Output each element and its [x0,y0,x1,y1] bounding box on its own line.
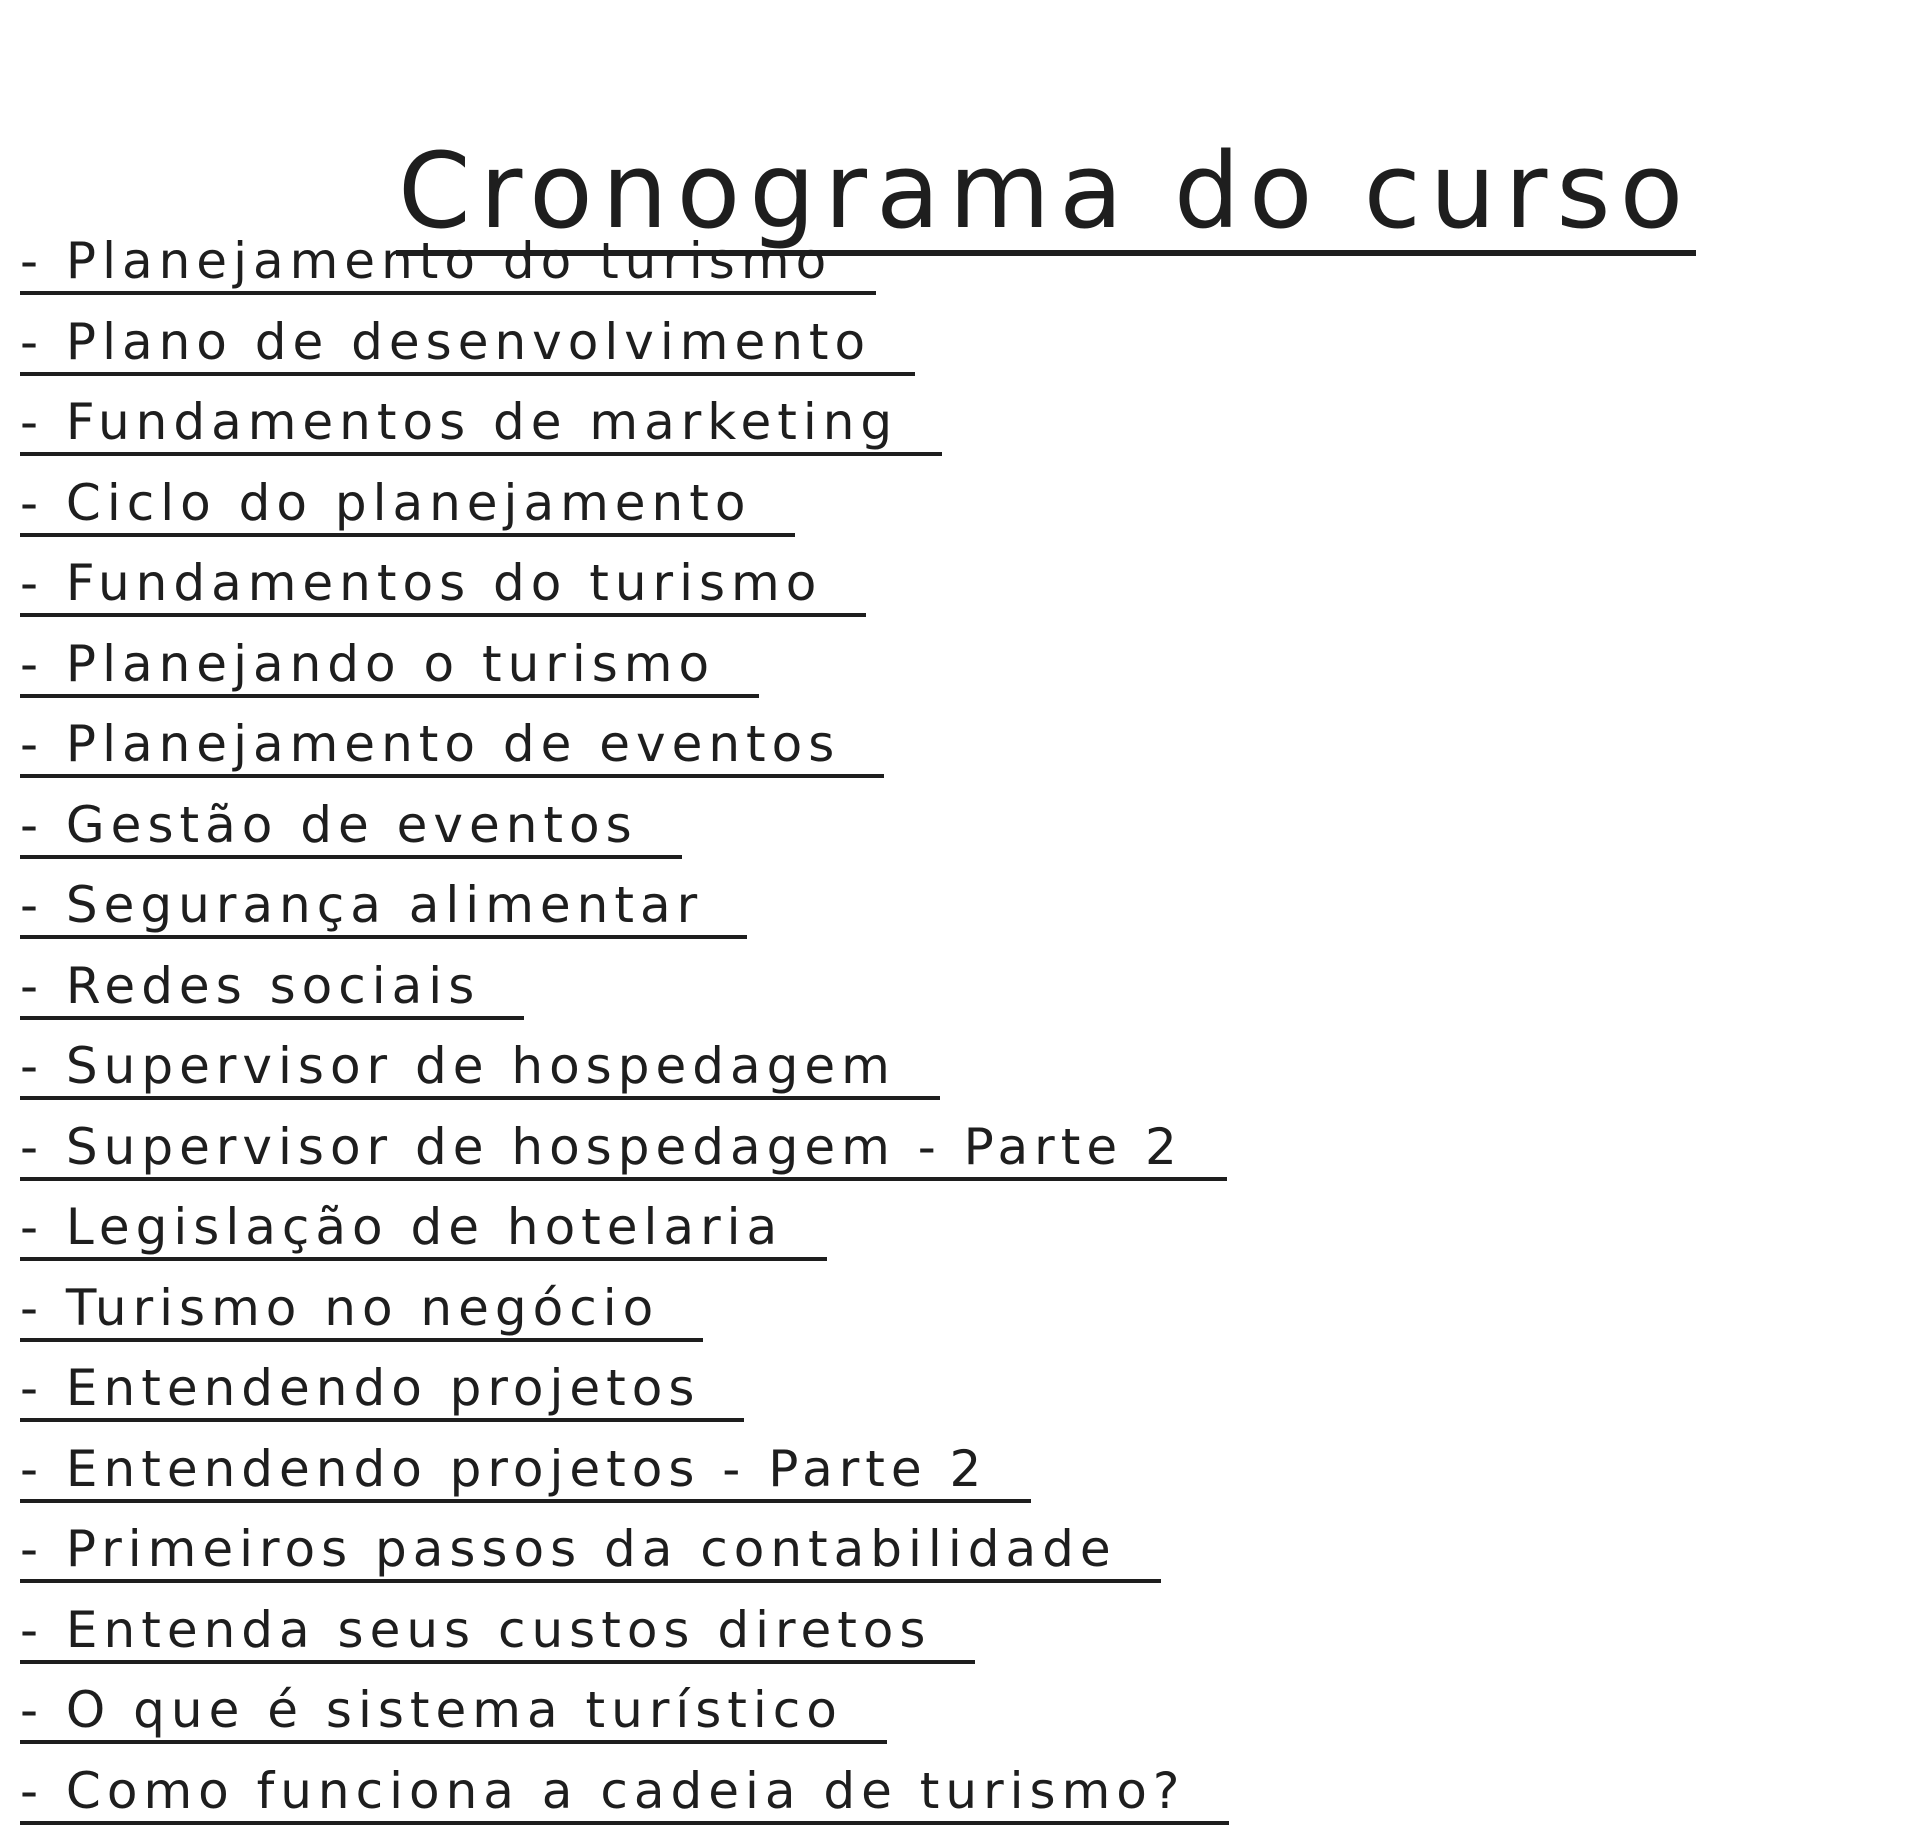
list-item [20,1439,1229,1520]
topic-label: - Gestão de eventos [20,795,682,859]
topic-label: - Supervisor de hospedagem [20,1036,940,1100]
topic-label: - Fundamentos de marketing [20,392,942,456]
list-item [20,1358,1229,1439]
topic-list [20,231,1229,1841]
list-item [20,634,1229,715]
list-item [20,714,1229,795]
topic-label: - Primeiros passos da contabilidade [20,1519,1161,1583]
list-item [20,875,1229,956]
topic-label: - Segurança alimentar [20,875,747,939]
topic-label: - O que é sistema turístico [20,1680,887,1744]
topic-label: - Planejamento de eventos [20,714,884,778]
list-item [20,553,1229,634]
topic-label: - Redes sociais [20,956,524,1020]
list-item [20,1197,1229,1278]
topic-label: - Como funciona a cadeia de turismo? [20,1761,1229,1825]
page-title: Cronograma do curso [396,132,1696,256]
list-item [20,956,1229,1037]
list-item [20,1680,1229,1761]
topic-label: - Legislação de hotelaria [20,1197,827,1261]
list-item [20,231,1229,312]
list-item [20,392,1229,473]
list-item [20,473,1229,554]
list-item [20,1761,1229,1841]
list-item [20,1519,1229,1600]
list-item [20,1278,1229,1359]
list-item [20,1117,1229,1198]
topic-label: - Planejamento do turismo [20,231,876,295]
topic-label: - Supervisor de hospedagem - Parte 2 [20,1117,1227,1181]
list-item [20,795,1229,876]
topic-label: - Ciclo do planejamento [20,473,795,537]
list-item [20,1036,1229,1117]
topic-label: - Fundamentos do turismo [20,553,866,617]
topic-label: - Entendendo projetos [20,1358,744,1422]
topic-label: - Entenda seus custos diretos [20,1600,975,1664]
topic-label: - Plano de desenvolvimento [20,312,915,376]
topic-label: - Entendendo projetos - Parte 2 [20,1439,1031,1503]
topic-label: - Turismo no negócio [20,1278,703,1342]
topic-label: - Planejando o turismo [20,634,759,698]
list-item [20,312,1229,393]
list-item [20,1600,1229,1681]
